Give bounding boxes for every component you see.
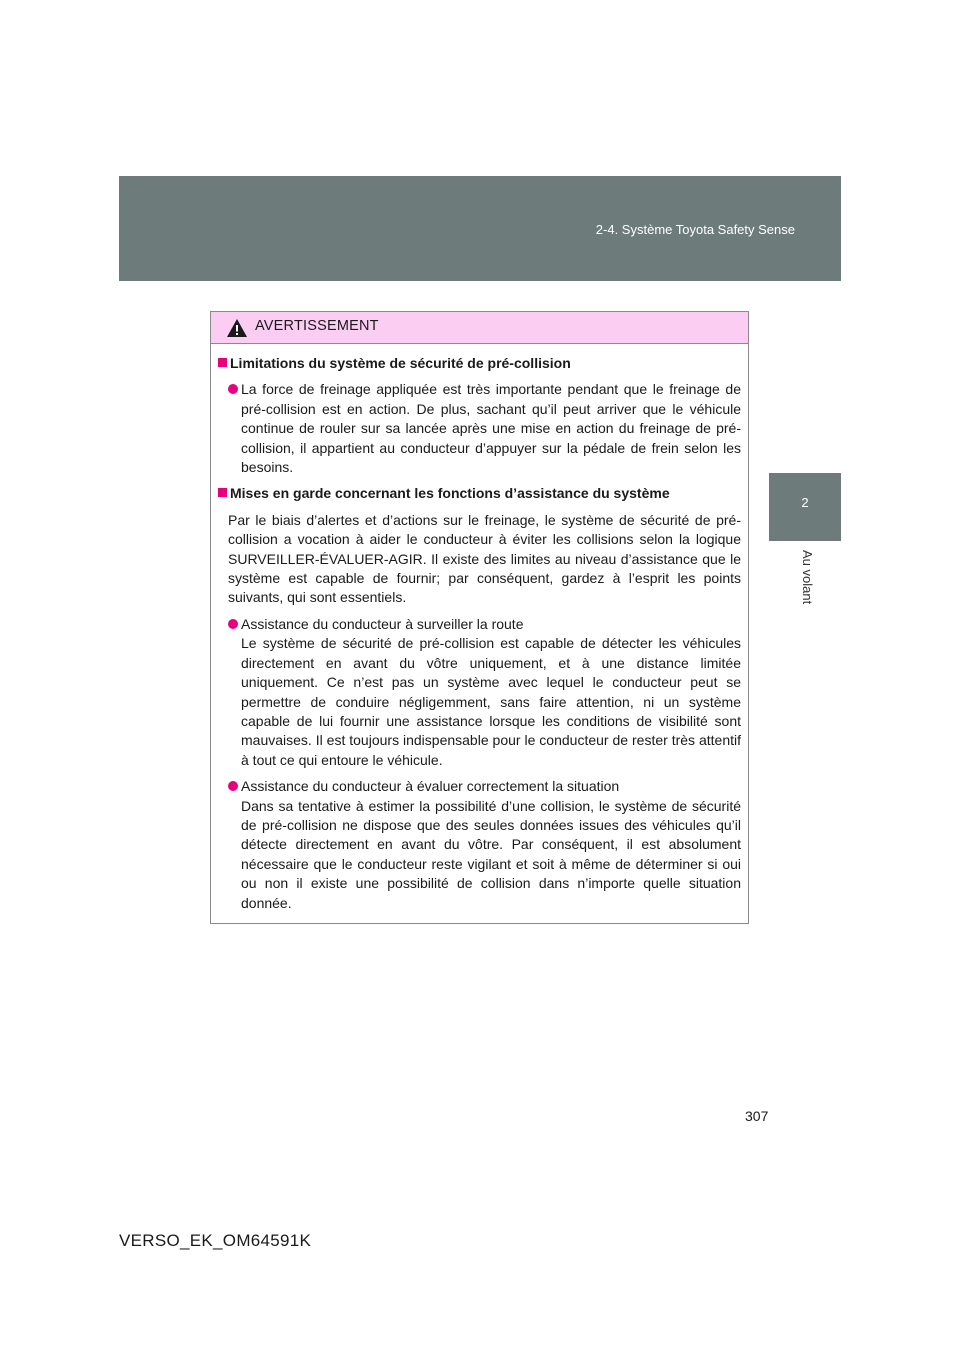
bullet-item [218,777,741,913]
chapter-tab-number: 2 [801,495,809,510]
chapter-tab [769,473,841,541]
section-heading [218,354,741,373]
round-bullet-icon [228,781,238,791]
page-number: 307 [745,1108,769,1124]
warning-title: AVERTISSEMENT [255,318,379,334]
round-bullet-icon [228,619,238,629]
warning-body [211,344,748,913]
warning-triangle-icon [226,318,248,338]
square-bullet-icon [218,358,227,367]
bullet-text: La force de freinage appliquée est très importante pendant que le freinage de pré-collision est en action. De plus, sachant qu’il peut arriver que le véhicule continue de rouler sur sa lancée après une mise en action du freinage de pré-collision, il appartient au conducteur d’appuyer sur la pédale de frein selon les besoins. [241,381,741,476]
chapter-header-band [119,176,841,281]
bullet-item [218,615,741,770]
bullet-title: Assistance du conducteur à évaluer correctement la situation [241,778,620,795]
warning-box [210,311,749,924]
bullet-text: Le système de sécurité de pré-collision est capable de détecter les véhicules directement en avant du vôtre uniquement, et à une distance limitée uniquement. Ce n’est pas un système avec lequel le conducteur peut se permettre de conduire négligemment, sans faire attention, ni un système capable de lui fournir une assistance lorsque les conditions de visibilité sont mauvaises. Il est toujours indispensable pour le conducteur de rester très attentif à tout ce qui entoure le véhicule. [241,635,741,768]
bullet-text: Dans sa tentative à estimer la possibilité d’une collision, le système de sécurité de pré-collision ne dispose que des seules données issues des véhicules qu’il détecte directement en avant du vôtre. Par conséquent, il est absolument nécessaire que le conducteur reste vigilant et soit à même de déterminer si oui ou non il existe une possibilité de collision dans n’importe quelle situation donnée. [241,797,741,911]
bullet-item [218,380,741,477]
bullet-title: Assistance du conducteur à surveiller la route [241,615,524,632]
chapter-title: 2-4. Système Toyota Safety Sense [595,222,795,237]
section-heading-text: Mises en garde concernant les fonctions d’assistance du système [230,485,670,502]
round-bullet-icon [228,384,238,394]
section-paragraph: Par le biais d’alertes et d’actions sur le freinage, le système de sécurité de pré-collision a vocation à aider le conducteur à éviter les collisions selon la logique SURVEILLER-ÉVALUER-AGIR. Il existe des limites au niveau d’assistance que le système est capable de fournir; par conséquent, gardez à l’esprit les points suivants, qui sont essentiels. [228,511,741,606]
chapter-side-label: Au volant [800,550,815,605]
document-code: VERSO_EK_OM64591K [119,1231,312,1250]
section-heading-text: Limitations du système de sécurité de pré-collision [230,355,571,371]
square-bullet-icon [218,488,227,497]
section-heading [218,484,741,503]
warning-header [211,312,748,344]
